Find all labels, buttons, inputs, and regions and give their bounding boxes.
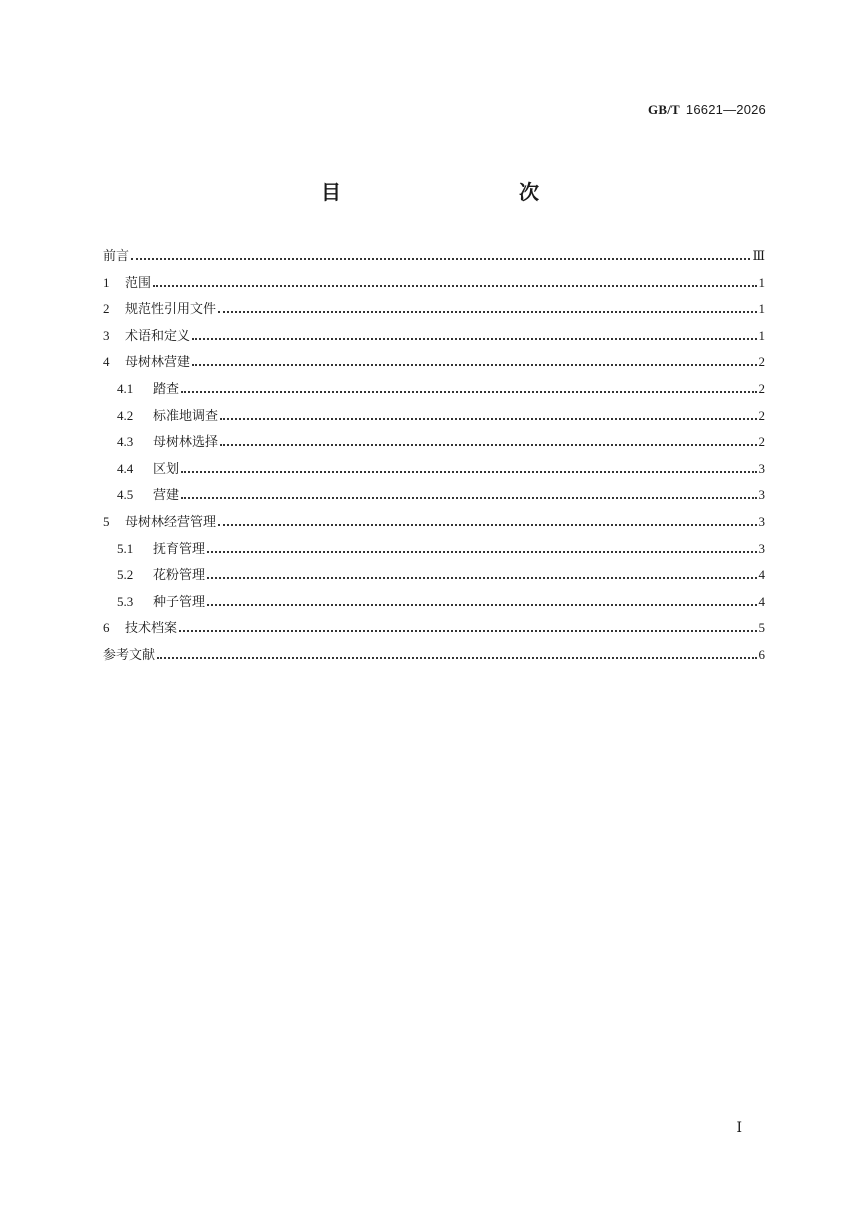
toc-entry-label: 范围 [125, 275, 152, 291]
toc-dot-leader [207, 604, 756, 606]
toc-entry-number: 4.5 [117, 487, 134, 503]
toc-entry-number: 5.2 [117, 567, 134, 583]
toc-entry-page: 1 [758, 274, 765, 290]
toc-dot-leader [181, 471, 756, 473]
toc-entry-page: 2 [758, 434, 765, 450]
toc-entry-label: 母树林选择 [153, 435, 219, 451]
toc-entry-4-4[interactable] [103, 458, 765, 485]
toc-entry-4-5[interactable] [103, 484, 765, 511]
toc-entry-page: Ⅲ [752, 248, 765, 263]
toc-title: 目 次 [321, 180, 585, 204]
toc-entry-1[interactable] [103, 272, 765, 299]
toc-entry-5-1[interactable] [103, 538, 765, 565]
toc-entry-label: 种子管理 [153, 594, 206, 610]
standard-code [648, 102, 766, 118]
toc-entry-number: 3 [103, 327, 110, 343]
toc-entry-page: 2 [758, 354, 765, 370]
toc-dot-leader [153, 285, 756, 287]
toc-dot-leader [218, 311, 756, 313]
toc-entry-label: 参考文献 [103, 647, 156, 663]
toc-entry-page: 2 [758, 407, 765, 423]
toc-entry-page: 5 [758, 620, 765, 636]
toc-dot-leader [192, 338, 756, 340]
toc-entry-number: 4.1 [117, 380, 134, 396]
toc-entry-foreword[interactable] [103, 245, 765, 272]
toc-entry-number: 2 [103, 301, 110, 317]
toc-entry-number: 6 [103, 620, 110, 636]
toc-entry-number: 4.2 [117, 407, 134, 423]
toc-dot-leader [220, 444, 756, 446]
toc-entry-2[interactable] [103, 298, 765, 325]
toc-entry-4-2[interactable] [103, 405, 765, 432]
toc-entry-label: 花粉管理 [153, 568, 206, 584]
toc-entry-label: 区划 [153, 461, 180, 477]
toc-entry-bibliography[interactable] [103, 644, 765, 671]
toc-entry-5-2[interactable] [103, 564, 765, 591]
toc-entry-page: 3 [758, 513, 765, 529]
toc-entry-label: 规范性引用文件 [125, 302, 217, 318]
toc-dot-leader [192, 364, 756, 366]
toc-entry-number: 4 [103, 354, 110, 370]
table-of-contents [103, 245, 765, 671]
toc-entry-4-1[interactable] [103, 378, 765, 405]
toc-dot-leader [181, 391, 756, 393]
toc-entry-page: 6 [758, 646, 765, 662]
toc-entry-label: 术语和定义 [125, 328, 191, 344]
toc-entry-4-3[interactable] [103, 431, 765, 458]
toc-dot-leader [181, 497, 756, 499]
toc-entry-6[interactable] [103, 617, 765, 644]
toc-entry-label: 技术档案 [125, 621, 178, 637]
toc-entry-page: 1 [758, 327, 765, 343]
toc-entry-page: 2 [758, 380, 765, 396]
standard-prefix: GB/T [648, 102, 680, 117]
toc-entry-number: 5.3 [117, 593, 134, 609]
toc-dot-leader [179, 630, 756, 632]
toc-entry-5[interactable] [103, 511, 765, 538]
toc-entry-number: 1 [103, 274, 110, 290]
toc-dot-leader [220, 418, 756, 420]
toc-entry-page: 3 [758, 540, 765, 556]
toc-entry-number: 4.4 [117, 460, 134, 476]
toc-entry-4[interactable] [103, 351, 765, 378]
standard-number: 16621—2026 [685, 102, 766, 117]
toc-entry-label: 母树林营建 [125, 355, 191, 371]
toc-entry-page: 4 [758, 567, 765, 583]
toc-entry-page: 3 [758, 487, 765, 503]
toc-dot-leader [218, 524, 756, 526]
toc-entry-page: 3 [758, 460, 765, 476]
toc-entry-label: 抚育管理 [153, 541, 206, 557]
toc-entry-label: 前言 [103, 249, 130, 264]
toc-dot-leader [157, 657, 756, 659]
toc-dot-leader [207, 577, 756, 579]
toc-entry-label: 标准地调查 [153, 408, 219, 424]
toc-entry-page: 4 [758, 593, 765, 609]
toc-entry-number: 5 [103, 513, 110, 529]
toc-entry-label: 营建 [153, 488, 180, 504]
toc-entry-number: 5.1 [117, 540, 134, 556]
toc-entry-page: 1 [758, 301, 765, 317]
page-number: Ⅰ [736, 1121, 742, 1136]
toc-entry-label: 母树林经营管理 [125, 514, 217, 530]
toc-entry-5-3[interactable] [103, 591, 765, 618]
toc-entry-number: 4.3 [117, 434, 134, 450]
toc-entry-label: 踏查 [153, 381, 180, 397]
toc-dot-leader [131, 258, 750, 260]
toc-dot-leader [207, 551, 756, 553]
toc-entry-3[interactable] [103, 325, 765, 352]
